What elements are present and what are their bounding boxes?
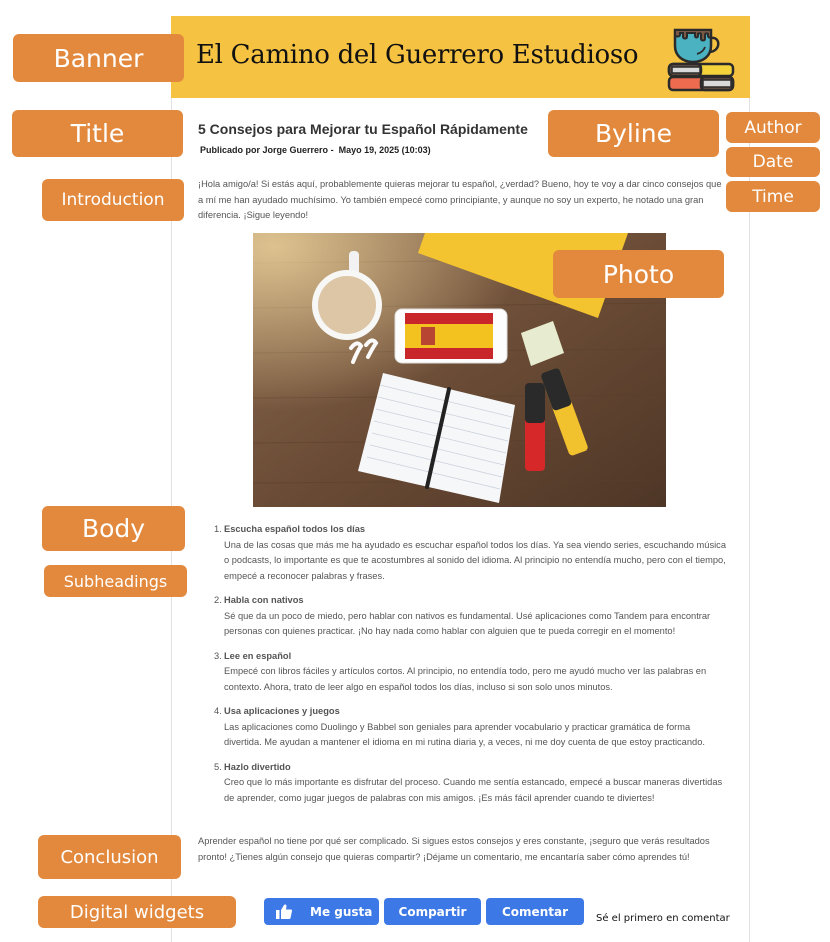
thumbs-up-icon <box>276 904 292 919</box>
tip-text: Una de las cosas que más me ha ayudado es escuchar español todos los días. Ya sea viendo series, escuchando música o podcasts, lo importante es que te acostumbres al sonido del idioma. Al principio no entendía mucho, pero con el tiempo, empecé a reconocer palabras y frases. <box>224 539 726 581</box>
annotation-author: Author <box>726 112 820 143</box>
annotation-byline: Byline <box>548 110 719 157</box>
post-body <box>214 522 726 815</box>
tip-item: 4. Usa aplicaciones y juegos Las aplicaciones como Duolingo y Babbel son geniales para aprender vocabulario y practicar gramática de forma divertida. Me ayudan a mantener el idioma en mi rutina diaria y, a veces, ni me doy cuenta de que estoy practicando. <box>214 704 726 751</box>
tip-subheading: Hazlo divertido <box>224 761 291 772</box>
annotation-body: Body <box>42 506 185 551</box>
byline-separator: - <box>330 145 334 155</box>
annotation-conclusion: Conclusion <box>38 835 181 879</box>
tip-text: Creo que lo más importante es disfrutar del proceso. Cuando me sentía estancado, empecé a buscar maneras divertidas de aprender, como jugar juegos de palabras con mis amigos. ¡Es más fácil aprender cuando te diviertes! <box>224 777 723 803</box>
tip-text: Empecé con libros fáciles y artículos cortos. Al principio, no entendía todo, pero me ayudó mucho ver las palabras en contexto. Ahora, trato de leer algo en español todos los días, incluso si son solo unos minutos. <box>224 666 707 692</box>
annotation-photo: Photo <box>553 250 724 298</box>
tip-text: Sé que da un poco de miedo, pero hablar con nativos es fundamental. Usé aplicaciones como Tandem para encontrar personas con quienes practicar. ¡No hay nada como hablar con alguien que te pueda corregir en el momento! <box>224 610 711 636</box>
annotation-subheadings: Subheadings <box>44 565 187 597</box>
byline <box>200 145 431 155</box>
tip-subheading: Lee en español <box>224 650 292 661</box>
share-button[interactable]: Compartir <box>384 898 481 925</box>
like-label: Me gusta <box>310 904 373 919</box>
tip-subheading: Usa aplicaciones y juegos <box>224 706 340 716</box>
annotation-banner: Banner <box>13 34 184 82</box>
tip-item: 2. Habla con nativos Sé que da un poco de miedo, pero hablar con nativos es fundamental. Usé aplicaciones como Tandem para encontrar personas con quienes practicar. ¡No hay nada como hablar con alguien que te pueda corregir en el momento! <box>214 593 726 640</box>
post-conclusion: Aprender español no tiene por qué ser complicado. Si sigues estos consejos y eres constante, ¡seguro que verás resultados pronto! ¿Tienes algún consejo que quieras compartir? ¡Déjame un comentario, me encantaría saber cómo aprendes tú! <box>198 836 710 862</box>
byline-time: (10:03) <box>401 145 431 155</box>
annotation-digital-widgets: Digital widgets <box>38 896 236 928</box>
annotation-title: Title <box>12 110 183 157</box>
coffee-cup-on-books-icon <box>667 24 737 92</box>
byline-prefix: Publicado por <box>200 145 261 155</box>
comment-button[interactable]: Comentar <box>486 898 584 925</box>
article-page <box>171 98 750 942</box>
tip-subheading: Escucha español todos los días <box>224 524 366 534</box>
post-title: 5 Consejos para Mejorar tu Español Rápidamente <box>198 121 528 137</box>
tip-item: 3. Lee en español Empecé con libros fáciles y artículos cortos. Al principio, no entendía todo, pero me ayudó mucho ver las palabras en contexto. Ahora, trato de leer algo en español todos los días, incluso si son solo unos minutos. <box>214 649 726 696</box>
tip-text: Las aplicaciones como Duolingo y Babbel son geniales para aprender vocabulario y practicar gramática de forma divertida. Me ayudan a mantener el idioma en mi rutina diaria y, a veces, ni me doy cuenta de que estoy practicando. <box>224 721 705 747</box>
annotation-date: Date <box>726 147 820 177</box>
byline-author[interactable]: Jorge Guerrero <box>262 145 329 155</box>
tip-item: 1. Escucha español todos los días Una de las cosas que más me ha ayudado es escuchar español todos los días. Ya sea viendo series, escuchando música o podcasts, lo importante es que te acostumbres al sonido del idioma. Al principio no entendía mucho, pero con el tiempo, empecé a reconocer palabras y frases. <box>214 522 726 584</box>
annotation-time: Time <box>726 181 820 212</box>
tip-item: 5. Hazlo divertido Creo que lo más importante es disfrutar del proceso. Cuando me sentía estancado, empecé a buscar maneras divertidas de aprender, como jugar juegos de palabras con mis amigos. ¡Es más fácil aprender cuando te diviertes! <box>214 760 726 807</box>
post-introduction: ¡Hola amigo/a! Si estás aquí, probablemente quieras mejorar tu español, ¿verdad? Bueno, hoy te voy a dar cinco consejos que a mí me han ayudado muchísimo. Yo también empecé como principiante, y aunque no soy un experto, he notado una gran diferencia. ¡Sigue leyendo! <box>198 179 722 220</box>
byline-date: Mayo 19, 2025 <box>338 145 400 155</box>
like-button[interactable] <box>264 898 379 925</box>
blog-name: El Camino del Guerrero Estudioso <box>196 40 639 70</box>
blog-banner <box>171 16 750 98</box>
tip-subheading: Habla con nativos <box>224 595 304 605</box>
annotation-introduction: Introduction <box>42 179 184 221</box>
comment-status: Sé el primero en comentar <box>596 913 730 924</box>
